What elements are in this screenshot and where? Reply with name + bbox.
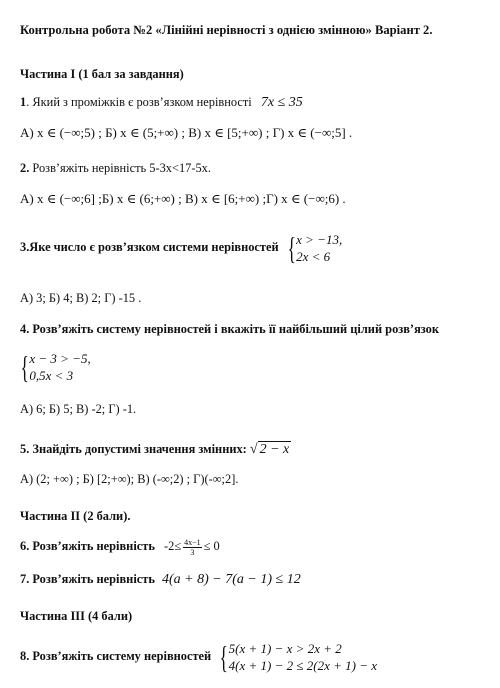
system-row-1: 5(x + 1) − x > 2x + 2 <box>228 641 342 657</box>
question-4-text: . Розв’яжіть систему нерівностей і вкажіть її найбільший цілий розв’язок <box>26 322 440 336</box>
question-8-system <box>229 640 377 674</box>
question-2 <box>20 160 211 176</box>
question-3 <box>20 227 342 267</box>
fraction-denominator: 3 <box>190 547 195 557</box>
question-4 <box>20 321 439 337</box>
question-8-text: Розв’яжіть систему нерівностей <box>29 649 212 663</box>
question-7-text: Розв’яжіть нерівність <box>29 572 155 586</box>
question-5-text: . Знайдіть допустимі значення змінних: <box>26 442 247 456</box>
question-8-number: 8. <box>20 649 30 663</box>
system-brace: { <box>219 639 229 676</box>
question-6-text: Розв’яжіть нерівність <box>29 539 155 553</box>
system-brace: { <box>287 230 296 267</box>
question-4-system-line <box>20 346 91 386</box>
question-7-number: 7. <box>20 572 30 586</box>
question-1-number: 1 <box>20 95 27 109</box>
question-4-system <box>29 350 90 384</box>
system-brace: { <box>20 349 29 386</box>
part1-title: Частина І (1 бал за завдання) <box>20 67 184 81</box>
system-row-2: 0,5x < 3 <box>29 368 74 384</box>
question-5 <box>20 441 291 458</box>
question-4-number: 4 <box>20 322 27 336</box>
part3-title: Частина ІІІ (4 бали) <box>20 609 133 623</box>
question-3-system <box>296 231 342 265</box>
question-5-number: 5 <box>20 442 27 456</box>
question-6-suffix: ≤ 0 <box>203 539 220 553</box>
question-6-number: 6. <box>20 539 30 553</box>
question-1 <box>20 94 303 111</box>
question-7 <box>20 571 301 588</box>
question-5-answers: А) (2; +∞) ; Б) [2;+∞); В) (-∞;2) ; Г)(-∞;2]. <box>20 472 239 486</box>
system-row-1: x − 3 > −5, <box>29 351 91 367</box>
question-1-formula: 7x ≤ 35 <box>260 95 303 110</box>
question-6-prefix: -2≤ <box>164 539 182 553</box>
part2-title: Частина ІІ (2 бали). <box>20 509 131 523</box>
question-2-answers: А) x ∈ (−∞;6] ;Б) x ∈ (6;+∞) ; В) x ∈ [6;+∞) ;Г) x ∈ (−∞;6) . <box>20 191 346 206</box>
question-6-fraction <box>183 538 202 557</box>
question-8 <box>20 636 377 676</box>
fraction-numerator: 4x−1 <box>184 537 201 547</box>
sqrt-expression: √ 2 − x <box>249 442 290 457</box>
question-2-text: Розв’яжіть нерівність 5-3x<17-5x. <box>29 161 211 175</box>
system-row-2: 4(x + 1) − 2 ≤ 2(2x + 1) − x <box>228 658 378 674</box>
document-title: Контрольна робота №2 «Лінійні нерівності з однією змінною» Варіант 2. <box>20 23 433 37</box>
question-4-answers: А) 6; Б) 5; В) -2; Г) -1. <box>20 402 137 416</box>
question-3-text: Яке число є розв’язком системи нерівностей <box>29 240 279 254</box>
system-row-1: x > −13, <box>296 232 343 248</box>
question-2-number: 2. <box>20 161 30 175</box>
question-3-answers: А) 3; Б) 4; В) 2; Г) -15 . <box>20 291 142 305</box>
question-7-formula: 4(a + 8) − 7(a − 1) ≤ 12 <box>162 572 301 587</box>
question-1-text: . Який з проміжків є розв’язком нерівності <box>26 95 252 109</box>
system-row-2: 2x < 6 <box>296 249 331 265</box>
question-1-answers: А) x ∈ (−∞;5) ; Б) x ∈ (5;+∞) ; В) x ∈ [5;+∞) ; Г) x ∈ (−∞;5] . <box>20 125 353 140</box>
question-3-number: 3. <box>20 240 30 254</box>
sqrt-radicand: 2 − x <box>259 442 290 457</box>
question-6 <box>20 536 220 557</box>
